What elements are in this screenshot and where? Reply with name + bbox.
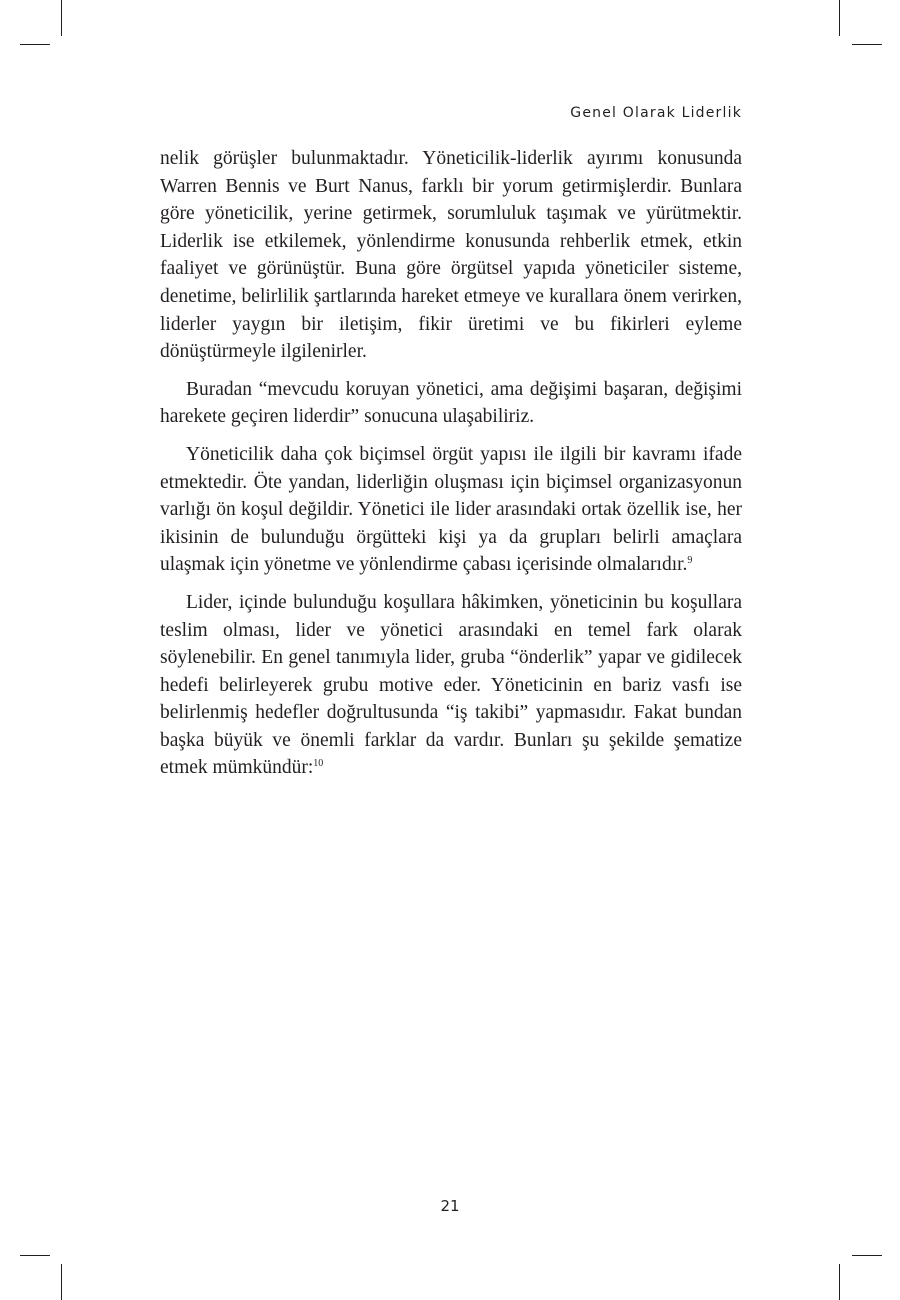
paragraph: [160, 589, 742, 782]
footnote-marker: 9: [687, 555, 693, 567]
crop-mark-top-left-horizontal: [20, 44, 50, 45]
footnote-marker: 10: [313, 758, 324, 770]
crop-mark-top-right-vertical: [839, 0, 840, 36]
paragraph-text: Buradan “mevcudu koruyan yönetici, ama değişimi başaran, değişimi harekete geçiren liderdir” sonucuna ulaşabiliriz.: [160, 378, 742, 428]
paragraph-text: nelik görüşler bulunmaktadır. Yöneticilik-liderlik ayırımı konusunda Warren Bennis ve Burt Nanus, farklı bir yorum getirmişlerdir. Bunlara göre yöneticilik, yerine getirmek, sorumluluk taşımak ve yürütmektir. Liderlik ise etkilemek, yönlendirme konusunda rehberlik etmek, etkin faaliyet ve görünüştür. Buna göre örgütsel yapıda yöneticiler sisteme, denetime, belirlilik şartlarında hareket etmeye ve kurallara önem verirken, liderler yaygın bir iletişim, fikir üretimi ve bu fikirleri eyleme dönüştürmeyle ilgilenirler.: [160, 148, 742, 363]
paragraph-text: Yöneticilik daha çok biçimsel örgüt yapısı ile ilgili bir kavramı ifade etmektedir. Öte yandan, liderliğin oluşması için biçimsel organizasyonun varlığı ön koşul değildir. Yönetici ile lider arasındaki ortak özellik ise, her ikisinin de bulunduğu örgütteki kişi ya da grupları belirli amaçlara ulaşmak için yönetme ve yönlendirme çabası içerisinde olmalarıdır.: [160, 443, 742, 576]
crop-mark-bottom-right-vertical: [839, 1264, 840, 1300]
body-text: [160, 145, 742, 792]
crop-mark-top-right-horizontal: [852, 44, 882, 45]
crop-mark-bottom-left-horizontal: [20, 1255, 50, 1256]
running-header: Genel Olarak Liderlik: [570, 105, 742, 121]
paragraph: [160, 441, 742, 579]
crop-mark-top-left-vertical: [61, 0, 62, 36]
paragraph-text: Lider, içinde bulunduğu koşullara hâkimken, yöneticinin bu koşullara teslim olması, lider ve yönetici arasındaki en temel fark olarak söylenebilir. En genel tanımıyla lider, gruba “önderlik” yapar ve gidilecek hedefi belirleyerek grubu motive eder. Yöneticinin en bariz vasfı ise belirlenmiş hedefler doğrultusunda “iş takibi” yapmasıdır. Fakat bundan başka büyük ve önemli farklar da vardır. Bunları şu şekilde şematize etmek mümkündür:: [160, 591, 742, 779]
paragraph: [160, 376, 742, 431]
crop-mark-bottom-left-vertical: [61, 1264, 62, 1300]
crop-mark-bottom-right-horizontal: [852, 1255, 882, 1256]
page-number: 21: [440, 1197, 460, 1215]
paragraph: [160, 145, 742, 366]
